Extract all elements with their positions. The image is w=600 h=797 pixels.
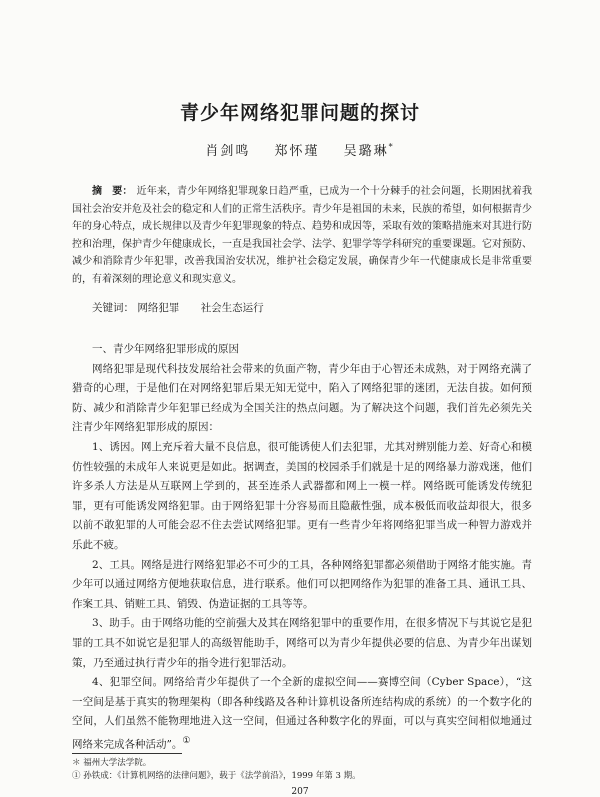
section-intro-paragraph: 网络犯罪是现代科技发展给社会带来的负面产物，青少年由于心智还未成熟，对于网络充满了猎奇的心理，于是他们在对网络犯罪后果无知无觉中，陷入了网络犯罪的迷团，无法自拔。如何预防、减少和消除青少年犯罪已经成为全国关注的热点问题。为了解决这个问题，我们首先必须先关注青少年网络犯罪形成的原因： xyxy=(72,362,532,434)
article-body xyxy=(72,340,532,755)
keywords-label: 关键词： xyxy=(92,302,134,314)
author-3-name: 吴璐琳 xyxy=(343,144,389,159)
keyword-1: 网络犯罪 xyxy=(137,302,180,314)
paragraph-inducement: 1、诱因。网上充斥着大量不良信息，很可能诱使人们去犯罪，尤其对辨别能力差、好奇心和模仿性较强的未成年人来说更是如此。据调查，美国的校园杀手们就是十足的网络暴力游戏迷，他们许多杀人方法是从互联网上学到的，甚至连杀人武器都和网上一模一样。网络既可能诱发传统犯罪，更有可能诱发网络犯罪。由于网络犯罪十分容易而且隐蔽性强，成本极低而收益却很大，很多以前不敢犯罪的人可能会忍不住去尝试网络犯罪。更有一些青少年将网络犯罪当成一种智力游戏并乐此不疲。 xyxy=(72,440,532,551)
author-2: 郑怀瑾 xyxy=(274,144,320,159)
abstract xyxy=(72,183,532,288)
footnote-1: ＊ 福州大学法学院。 xyxy=(72,758,152,768)
author-footnote-mark: * xyxy=(388,142,395,152)
paragraph-crime-space xyxy=(72,673,532,755)
paragraph-tool: 2、工具。网络是进行网络犯罪必不可少的工具，各种网络犯罪都必须借助于网络才能实施。青少年可以通过网络方便地获取信息，进行联系。他们可以把网络作为犯罪的准备工具、通讯工具、作案工具、销赃工具、销毁、伪造证据的工具等等。 xyxy=(72,558,532,610)
author-line xyxy=(0,140,600,159)
abstract-label: 摘 要： xyxy=(92,186,133,197)
abstract-text: 近年来，青少年网络犯罪现象日趋严重，已成为一个十分棘手的社会问题，长期困扰着我国社会治安并危及社会的稳定和人们的正常生活秩序。青少年是祖国的未来，民族的希望，如何根据青少年的身心特点，成长规律以及青少年犯罪现象的特点、趋势和成因等，采取有效的策略措施来对其进行防控和治理，保护青少年健康成长，一直是我国社会学、法学、犯罪学等学科研究的重要课题。它对预防、减少和消除青少年犯罪，改善我国治安状况，维护社会稳定发展，确保青少年一代健康成长是非常重要的，有着深刻的理论意义和现实意义。 xyxy=(72,186,533,285)
page-number: 207 xyxy=(291,787,309,797)
paragraph-assistant: 3、助手。由于网络功能的空前强大及其在网络犯罪中的重要作用，在很多情况下与其说它是犯罪的工具不如说它是犯罪人的高级智能助手，网络可以为青少年提供必要的信息、为青少年出谋划策，乃至通过执行青少年的指令进行犯罪活动。 xyxy=(72,617,532,669)
footnotes xyxy=(72,757,532,783)
article-title: 青少年网络犯罪问题的探讨 xyxy=(179,102,420,124)
footnote-2: ① 孙铁成：《计算机网络的法律问题》，载于《法学前沿》，1999 年第 3 期。 xyxy=(72,771,361,781)
author-1: 肖剑鸣 xyxy=(205,144,251,159)
section-heading: 一、青少年网络犯罪形成的原因 xyxy=(92,343,239,355)
paragraph-crime-space-text: 4、犯罪空间。网络给青少年提供了一个全新的虚拟空间——赛博空间（Cyber Space），“这一空间是基于真实的物理架构（即各种线路及各种计算机设备所连结构成的系统）的一个数字化的空间，人们虽然不能物理地进入这一空间，但通过各种数字化的界面，可以与真实空间相似地通过网络来完成各种活动”。 xyxy=(72,676,532,751)
footnote-divider xyxy=(72,753,182,754)
keyword-2: 社会生态运行 xyxy=(200,302,264,314)
footnote-ref: ① xyxy=(182,735,191,746)
keywords xyxy=(92,300,532,315)
author-3 xyxy=(344,144,395,159)
